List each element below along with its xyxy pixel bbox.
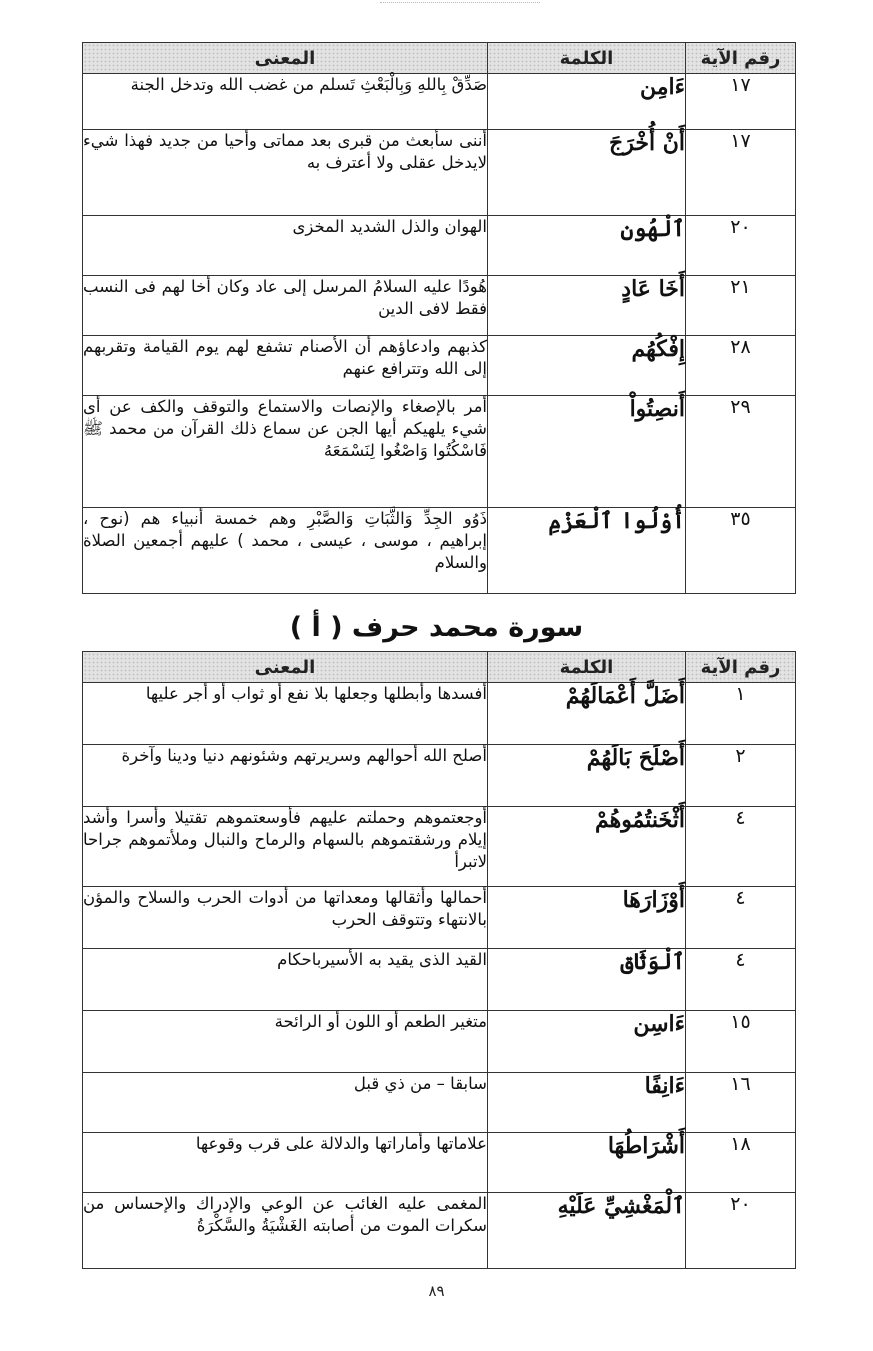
header-word: الكلمة bbox=[488, 43, 686, 74]
verse-number: ١٨ bbox=[686, 1133, 796, 1193]
word-meaning: أفسدها وأبطلها وجعلها بلا نفع أو ثواب أو أجر عليها bbox=[83, 683, 488, 745]
quran-word: أَوْزَارَهَا bbox=[488, 887, 686, 949]
quran-word: أَشْرَاطُهَا bbox=[488, 1133, 686, 1193]
word-meaning: متغير الطعم أو اللون أو الرائحة bbox=[83, 1011, 488, 1073]
table-row bbox=[83, 216, 796, 276]
word-meaning: الهوان والذل الشديد المخزى bbox=[83, 216, 488, 276]
table-row bbox=[83, 1011, 796, 1073]
table-row bbox=[83, 508, 796, 594]
verse-number: ٢٨ bbox=[686, 336, 796, 396]
quran-word: إِفْكُهُم bbox=[488, 336, 686, 396]
word-meaning: أحمالها وأثقالها ومعداتها من أدوات الحرب والسلاح والمؤن بالانتهاء وتتوقف الحرب bbox=[83, 887, 488, 949]
verse-number: ٤ bbox=[686, 807, 796, 887]
header-verse-number: رقم الآية bbox=[686, 652, 796, 683]
quran-word: ٱلْهُون bbox=[488, 216, 686, 276]
verse-number: ١٧ bbox=[686, 74, 796, 130]
quran-word: أَنصِتُواْ bbox=[488, 396, 686, 508]
table-row bbox=[83, 745, 796, 807]
verse-number: ٢٩ bbox=[686, 396, 796, 508]
word-meaning: صَدِّقْ بِاللهِ وَبِالْبَعْثِ تَسلم من غضب الله وتدخل الجنة bbox=[83, 74, 488, 130]
verse-number: ٢٠ bbox=[686, 1193, 796, 1269]
word-meaning: سابقا – من ذي قبل bbox=[83, 1073, 488, 1133]
verse-number: ١٥ bbox=[686, 1011, 796, 1073]
quran-word: ٱلْوَثَاق bbox=[488, 949, 686, 1011]
word-meaning: هُودًا عليه السلامُ المرسل إلى عاد وكان أخا لهم فى النسب فقط لافى الدين bbox=[83, 276, 488, 336]
table-row bbox=[83, 74, 796, 130]
verse-number: ٤ bbox=[686, 949, 796, 1011]
vocab-table-2 bbox=[82, 651, 796, 1269]
quran-word: ٱلْمَغْشِيِّ عَلَيْهِ bbox=[488, 1193, 686, 1269]
word-meaning: المغمى عليه الغائب عن الوعي والإدراك والإحساس من سكرات الموت من أصابته الغَشْيَةُ والسَّكْرَةُ bbox=[83, 1193, 488, 1269]
header-verse-number: رقم الآية bbox=[686, 43, 796, 74]
quran-word: أَصْلَحَ بَالَهُمْ bbox=[488, 745, 686, 807]
verse-number: ٢٠ bbox=[686, 216, 796, 276]
word-meaning: أصلح الله أحوالهم وسريرتهم وشئونهم دنيا ودينا وآخرة bbox=[83, 745, 488, 807]
verse-number: ١ bbox=[686, 683, 796, 745]
scan-artifact bbox=[380, 2, 540, 13]
table-row bbox=[83, 887, 796, 949]
table-row bbox=[83, 949, 796, 1011]
table-row bbox=[83, 807, 796, 887]
vocab-table-1 bbox=[82, 42, 796, 594]
quran-word: ءَاسِن bbox=[488, 1011, 686, 1073]
header-meaning: المعنى bbox=[83, 43, 488, 74]
table-row bbox=[83, 1073, 796, 1133]
table-header-row bbox=[83, 43, 796, 74]
word-meaning: أننى سأبعث من قبرى بعد مماتى وأحيا من جديد فهذا شيء لايدخل عقلى ولا أعترف به bbox=[83, 130, 488, 216]
word-meaning: علاماتها وأماراتها والدلالة على قرب وقوعها bbox=[83, 1133, 488, 1193]
table-row bbox=[83, 336, 796, 396]
quran-word: ءَانِفًا bbox=[488, 1073, 686, 1133]
quran-word: ءَامِن bbox=[488, 74, 686, 130]
verse-number: ٢١ bbox=[686, 276, 796, 336]
quran-word: أَضَلَّ أَعْمَالَهُمْ bbox=[488, 683, 686, 745]
table-row bbox=[83, 130, 796, 216]
verse-number: ٢ bbox=[686, 745, 796, 807]
verse-number: ٤ bbox=[686, 887, 796, 949]
table-row bbox=[83, 1193, 796, 1269]
page-number: ٨٩ bbox=[428, 1282, 445, 1300]
word-meaning: كذبهم وادعاؤهم أن الأصنام تشفع لهم يوم القيامة وتقربهم إلى الله وتترافع عنهم bbox=[83, 336, 488, 396]
table-row bbox=[83, 396, 796, 508]
table-header-row bbox=[83, 652, 796, 683]
surah-heading: سورة محمد حرف ( أ ) bbox=[289, 612, 584, 643]
quran-word: أَنْ أُخْرَجَ bbox=[488, 130, 686, 216]
word-meaning: أوجعتموهم وحملتم عليهم فأوسعتموهم تقتيلا وأسرا وأشد إيلام ورشقتموهم بالسهام والرماح والنبال وملأتموهم جراحا لاتبرأ bbox=[83, 807, 488, 887]
verse-number: ١٧ bbox=[686, 130, 796, 216]
word-meaning: القيد الذى يقيد به الأسيرباحكام bbox=[83, 949, 488, 1011]
table-row bbox=[83, 683, 796, 745]
quran-word: أُوْلُوا ٱلْعَزْمِ bbox=[488, 508, 686, 594]
quran-word: أَخَا عَادٍ bbox=[488, 276, 686, 336]
word-meaning: ذَوُو الجِدِّ وَالثَّبَاتِ وَالصَّبْرِ وهم خمسة أنبياء هم (نوح ، إبراهيم ، موسى ، عيسى ، محمد ) عليهم أجمعين الصلاة والسلام bbox=[83, 508, 488, 594]
verse-number: ٣٥ bbox=[686, 508, 796, 594]
table-row bbox=[83, 276, 796, 336]
header-word: الكلمة bbox=[488, 652, 686, 683]
quran-word: أَثْخَنتُمُوهُمْ bbox=[488, 807, 686, 887]
verse-number: ١٦ bbox=[686, 1073, 796, 1133]
table-row bbox=[83, 1133, 796, 1193]
word-meaning: أمر بالإصغاء والإنصات والاستماع والتوقف والكف عن أى شيء يلهيكم أيها الجن عن سماع ذلك القرآن من محمد ﷺ فَاسْكُتُوا وَاصْغُوا لِنَسْمَعَهُ bbox=[83, 396, 488, 508]
header-meaning: المعنى bbox=[83, 652, 488, 683]
